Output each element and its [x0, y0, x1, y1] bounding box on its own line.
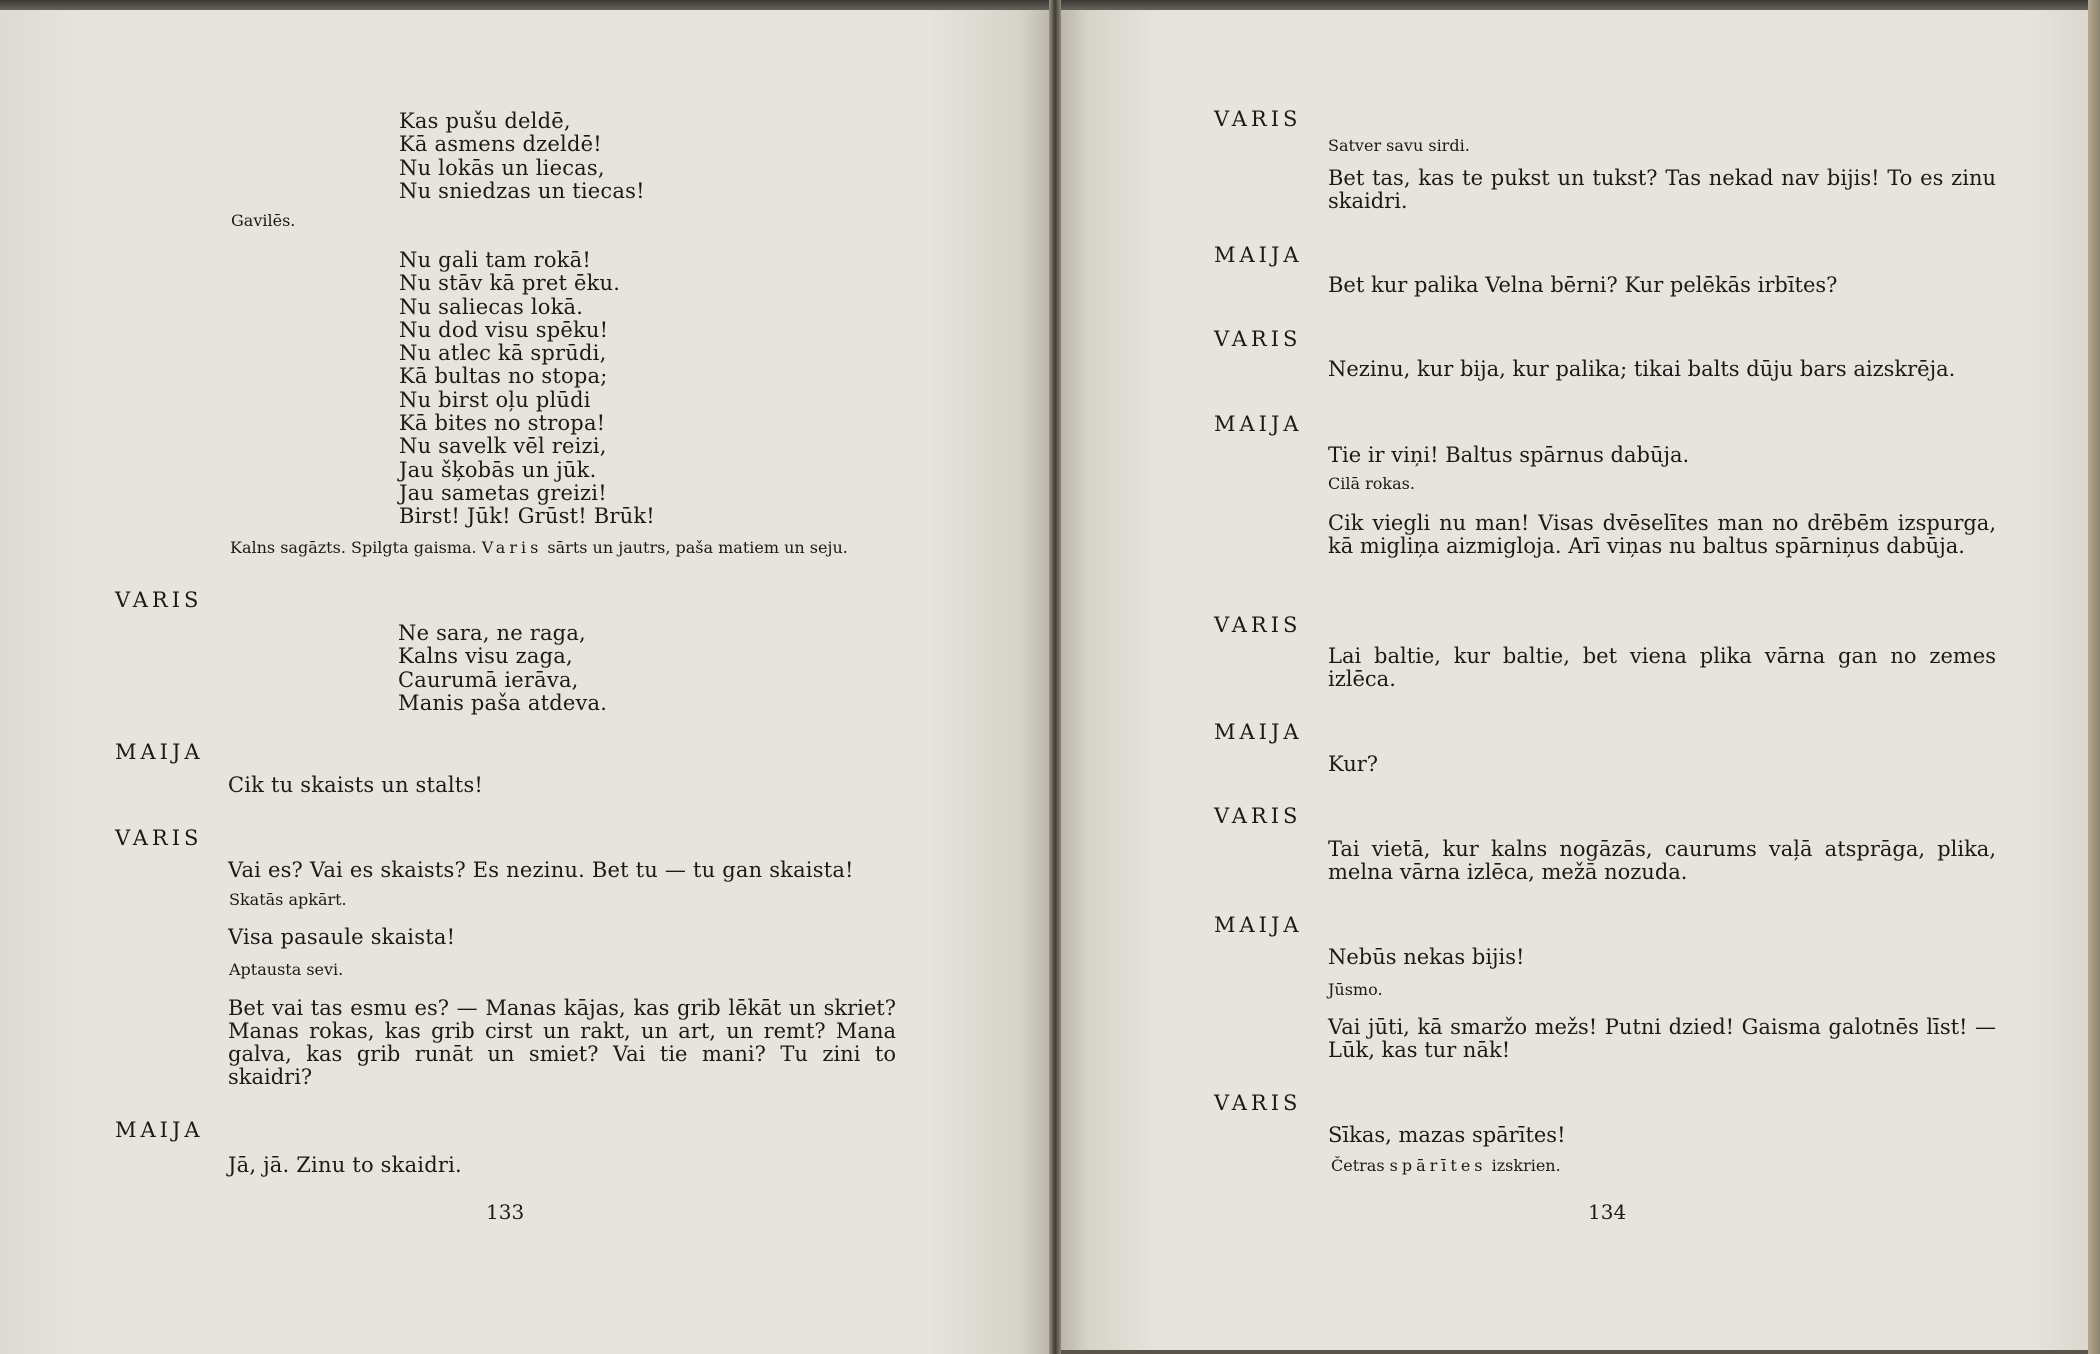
dialogue-line: Vai es? Vai es skaists? Es nezinu. Bet tu — tu gan skaista!	[228, 858, 854, 882]
speaker-label: VARIS	[1214, 107, 1302, 131]
verse-line: Jau sametas greizi!	[399, 480, 607, 505]
dialogue-paragraph: Vai jūti, kā smaržo mežs! Putni dzied! Gaisma galotnēs līst! — Lūk, kas tur nāk!	[1328, 1015, 1996, 1062]
character-name: Varis	[481, 538, 543, 557]
verse-line: Kā bites no stropa!	[399, 411, 606, 436]
verse-line: Jau šķobās un jūk.	[399, 457, 597, 482]
character-name: spārītes	[1389, 1156, 1487, 1175]
dialogue-paragraph: Bet kur palika Velna bērni? Kur pelēkās irbītes?	[1328, 273, 1838, 297]
dialogue-line: Cik tu skaists un stalts!	[228, 773, 484, 797]
speaker-label: MAIJA	[115, 740, 204, 764]
stage-direction: Cilā rokas.	[1328, 474, 1415, 493]
book-gutter	[1049, 0, 1061, 1354]
dialogue-paragraph: Bet tas, kas te pukst un tukst? Tas nekad nav bijis! To es zinu skaidri.	[1328, 166, 1996, 213]
verse-line: Nu dod visu spēku!	[399, 317, 609, 342]
verse-line: Nu stāv kā pret ēku.	[399, 271, 621, 296]
dialogue-paragraph: Nebūs nekas bijis!	[1328, 945, 1525, 969]
verse-line: Nu gali tam rokā!	[399, 248, 591, 272]
verse-line: Nu birst oļu plūdi	[399, 387, 591, 412]
speaker-label: MAIJA	[1214, 243, 1303, 267]
stage-direction: Skatās apkārt.	[229, 890, 347, 909]
stage-direction: Aptausta sevi.	[229, 960, 344, 979]
dialogue-paragraph: Tai vietā, kur kalns nogāzās, caurums vaļā atsprāga, plika, melna vārna izlēca, mežā nozuda.	[1328, 837, 1996, 884]
verse-line: Kas pušu deldē,	[399, 109, 571, 133]
speaker-label: VARIS	[1214, 1091, 1302, 1115]
speaker-label: VARIS	[115, 588, 203, 612]
dialogue-paragraph: Cik viegli nu man! Visas dvēselītes man no drēbēm izspurga, kā migliņa aizmigloja. Arī viņas nu baltus spārniņus dabūja.	[1328, 511, 1996, 558]
verse-line: Nu sniedzas un tiecas!	[399, 178, 645, 203]
verse-line: Kalns visu zaga,	[398, 644, 573, 669]
speaker-label: MAIJA	[115, 1118, 204, 1142]
verse-line: Nu savelk vēl reizi,	[399, 434, 607, 459]
dialogue-paragraph: Nezinu, kur bija, kur palika; tikai balts dūju bars aizskrēja.	[1328, 357, 1956, 381]
verse-line: Kā bultas no stopa;	[399, 364, 608, 389]
speaker-label: VARIS	[1214, 804, 1302, 828]
verse-line: Manis paša atdeva.	[398, 690, 608, 715]
dialogue-paragraph: Tie ir viņi! Baltus spārnus dabūja.	[1328, 443, 1690, 467]
stage-direction-text: Četras	[1331, 1156, 1385, 1175]
verse-line: Nu atlec kā sprūdi,	[399, 341, 607, 366]
page-edge	[2088, 0, 2100, 1354]
verse-line: Nu saliecas lokā.	[399, 294, 584, 319]
dialogue-paragraph: Lai baltie, kur baltie, bet viena plika vārna gan no zemes izlēca.	[1328, 644, 1996, 691]
stage-direction	[230, 538, 848, 557]
speaker-label: VARIS	[1214, 613, 1302, 637]
stage-direction-text: izskrien.	[1491, 1156, 1561, 1175]
page-number: 133	[486, 1200, 525, 1224]
speaker-label: VARIS	[1214, 327, 1302, 351]
right-page	[1058, 10, 2100, 1350]
verse-line: Ne sara, ne raga,	[398, 621, 586, 645]
dialogue-paragraph: Bet vai tas esmu es? — Manas kājas, kas grib lēkāt un skriet? Manas rokas, kas grib cirst un rakt, un art, un remt? Mana galva, kas grib runāt un smiet? Vai tie mani? Tu zini to skaidri?	[228, 996, 896, 1089]
verse-line: Caurumā ierāva,	[398, 667, 579, 692]
verse-line: Birst! Jūk! Grūst! Brūk!	[399, 504, 655, 529]
stage-direction: Jūsmo.	[1328, 980, 1383, 999]
verse-stanza-3	[398, 622, 607, 715]
verse-line: Kā asmens dzeldē!	[399, 132, 602, 157]
speaker-label: MAIJA	[1214, 412, 1303, 436]
speaker-label: MAIJA	[1214, 720, 1303, 744]
dialogue-paragraph: Sīkas, mazas spārītes!	[1328, 1123, 1566, 1147]
verse-stanza-1	[399, 110, 645, 203]
dialogue-line: Visa pasaule skaista!	[228, 925, 456, 949]
stage-direction-text: Kalns sagāzts. Spilgta gaisma.	[230, 538, 477, 557]
dialogue-paragraph: Kur?	[1328, 752, 1379, 776]
stage-direction-text: sārts un jautrs, paša matiem un seju.	[547, 538, 848, 557]
dialogue-line: Jā, jā. Zinu to skaidri.	[228, 1153, 462, 1177]
stage-direction: Satver savu sirdi.	[1328, 136, 1470, 155]
speaker-label: VARIS	[115, 826, 203, 850]
verse-line: Nu lokās un liecas,	[399, 155, 605, 180]
verse-stanza-2	[399, 249, 655, 529]
speaker-label: MAIJA	[1214, 913, 1303, 937]
stage-direction: Gavilēs.	[231, 211, 296, 230]
page-number: 134	[1588, 1200, 1627, 1224]
stage-direction	[1331, 1156, 1561, 1175]
left-page	[0, 10, 1052, 1354]
